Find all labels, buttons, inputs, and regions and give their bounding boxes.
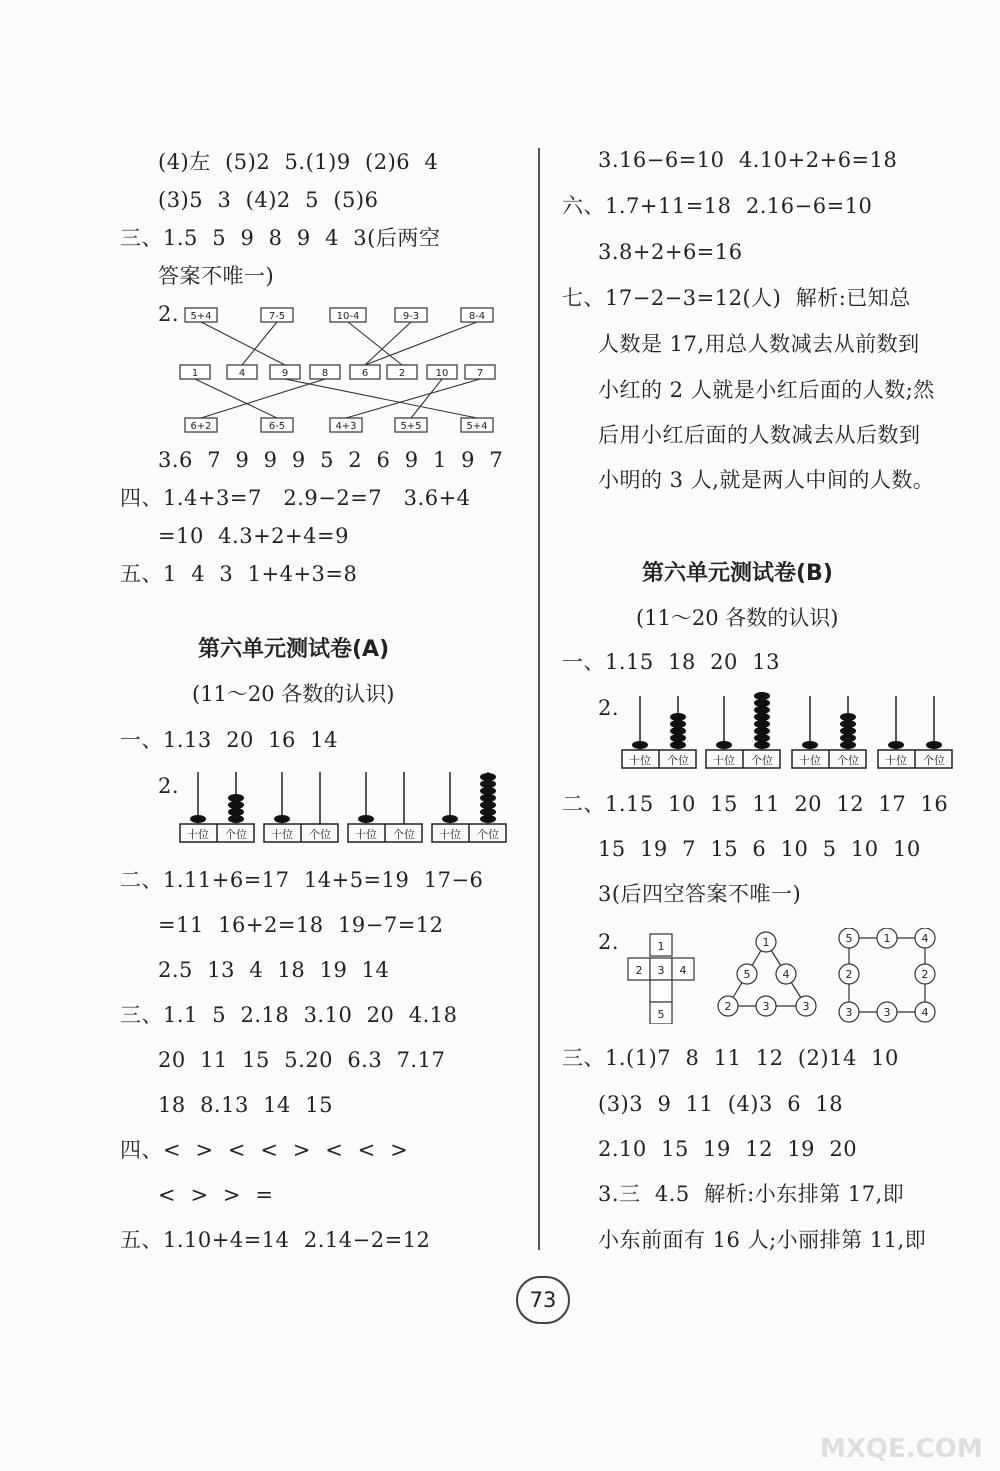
matching-diagram — [175, 300, 515, 440]
match-bottom-2: 6-5 — [268, 421, 286, 432]
abacus-b1-tens: 十位 — [629, 754, 651, 767]
abacus-b1-ones: 个位 — [667, 754, 689, 767]
match-mid-5: 6 — [361, 368, 369, 379]
right-b-line-3: 二、1.15 10 15 11 20 12 17 16 — [562, 792, 949, 816]
right-b-line-7: 三、1.(1)7 8 11 12 (2)14 10 — [562, 1046, 899, 1070]
section-title-b: 第六单元测试卷(B) — [642, 561, 833, 586]
abacus-a1-tens: 十位 — [187, 828, 209, 841]
match-top-1: 5+4 — [190, 311, 212, 322]
right-line-8: 小明的 3 人,就是两人中间的人数。 — [598, 468, 935, 492]
right-line-7: 后用小红后面的人数减去从后数到 — [598, 423, 921, 447]
left-line-9: 五、1 4 3 1+4+3=8 — [120, 562, 358, 586]
match-top-5: 8-4 — [468, 311, 486, 322]
abacus-b3-ones: 个位 — [837, 754, 859, 767]
right-line-3: 3.8+2+6=16 — [598, 240, 743, 264]
left-a-line-1: 一、1.13 20 16 14 — [120, 728, 338, 752]
left-line-4: 答案不唯一) — [158, 264, 275, 288]
left-a-line-8: 18 8.13 14 15 — [158, 1093, 333, 1117]
right-b-line-10: 3.三 4.5 解析:小东排第 17,即 — [598, 1182, 905, 1206]
abacus-group-b — [620, 688, 956, 774]
sq-top-mid: 1 — [883, 932, 891, 945]
left-line-7: 四、1.4+3=7 2.9−2=7 3.6+4 — [120, 486, 471, 510]
match-mid-8: 7 — [476, 368, 484, 379]
cross-center: 3 — [657, 964, 665, 977]
right-line-1: 3.16−6=10 4.10+2+6=18 — [598, 148, 898, 172]
right-line-5: 人数是 17,用总人数减去从前数到 — [598, 332, 920, 356]
abacus-b2-tens: 十位 — [713, 754, 735, 767]
tri-bottom-right: 3 — [802, 1000, 810, 1013]
abacus-a3-tens: 十位 — [355, 828, 377, 841]
number-puzzles — [620, 928, 950, 1024]
left-line-5: 2. — [158, 302, 180, 326]
abacus-b2-ones: 个位 — [751, 754, 773, 767]
match-mid-1: 1 — [191, 368, 199, 379]
cross-right: 4 — [679, 964, 687, 977]
sq-bottom-mid: 3 — [883, 1006, 891, 1019]
right-line-2: 六、1.7+11=18 2.16−6=10 — [562, 194, 873, 218]
match-bottom-3: 4+3 — [335, 421, 357, 432]
left-a-line-7: 20 11 15 5.20 6.3 7.17 — [158, 1048, 446, 1072]
right-b-line-9: 2.10 15 19 12 19 20 — [598, 1137, 858, 1161]
match-mid-2: 4 — [238, 368, 246, 379]
match-bottom-1: 6+2 — [190, 421, 212, 432]
match-top-2: 7-5 — [268, 311, 286, 322]
match-mid-4: 8 — [321, 368, 329, 379]
match-bottom-4: 5+5 — [400, 421, 422, 432]
column-divider — [538, 148, 540, 1250]
left-a-line-10: < > > = — [158, 1183, 274, 1207]
tri-top: 1 — [762, 936, 770, 949]
sq-mid-left: 2 — [845, 968, 853, 981]
abacus-b3-tens: 十位 — [799, 754, 821, 767]
right-b-line-2: 2. — [598, 696, 620, 720]
tri-mid-left: 5 — [743, 968, 751, 981]
left-line-1: (4)左 (5)2 5.(1)9 (2)6 4 — [158, 150, 439, 174]
tri-bottom-mid: 3 — [762, 1000, 770, 1013]
left-line-8: =10 4.3+2+4=9 — [158, 524, 349, 548]
right-line-6: 小红的 2 人就是小红后面的人数;然 — [598, 378, 935, 402]
right-b-line-4: 15 19 7 15 6 10 5 10 10 — [598, 837, 921, 861]
watermark-logo: MXQE.COM — [820, 1434, 983, 1464]
left-a-line-11: 五、1.10+4=14 2.14−2=12 — [120, 1228, 431, 1252]
left-a-line-9: 四、< > < < > < < > — [120, 1138, 409, 1162]
right-b-line-1: 一、1.15 18 20 13 — [562, 650, 780, 674]
right-b-line-6: 2. — [598, 930, 620, 954]
section-title-a: 第六单元测试卷(A) — [198, 637, 390, 662]
left-a-line-4: =11 16+2=18 19−7=12 — [158, 913, 444, 937]
right-b-line-5: 3(后四空答案不唯一) — [598, 882, 802, 906]
right-b-line-11: 小东前面有 16 人;小丽排第 11,即 — [598, 1228, 927, 1252]
abacus-group-a — [178, 764, 510, 848]
left-line-3: 三、1.5 5 9 8 9 4 3(后两空 — [120, 226, 441, 250]
match-mid-7: 10 — [435, 368, 449, 379]
sq-top-right: 4 — [921, 932, 929, 945]
page-number: 73 — [516, 1276, 570, 1324]
tri-bottom-left: 2 — [724, 1000, 732, 1013]
match-top-4: 9-3 — [402, 311, 420, 322]
cross-top: 1 — [657, 940, 665, 953]
left-a-line-6: 三、1.1 5 2.18 3.10 20 4.18 — [120, 1003, 458, 1027]
abacus-a1-ones: 个位 — [225, 828, 247, 841]
match-bottom-5: 5+4 — [466, 421, 488, 432]
section-subtitle-b: (11～20 各数的认识) — [636, 606, 839, 630]
abacus-b4-ones: 个位 — [923, 754, 945, 767]
match-mid-3: 9 — [281, 368, 289, 379]
left-a-line-3: 二、1.11+6=17 14+5=19 17−6 — [120, 868, 484, 892]
left-a-line-5: 2.5 13 4 18 19 14 — [158, 958, 390, 982]
left-line-6: 3.6 7 9 9 9 5 2 6 9 1 9 7 — [158, 448, 504, 472]
sq-mid-right: 2 — [921, 968, 929, 981]
sq-bottom-right: 4 — [921, 1006, 929, 1019]
abacus-a3-ones: 个位 — [393, 828, 415, 841]
match-top-3: 10-4 — [336, 311, 360, 322]
section-subtitle-a: (11～20 各数的认识) — [192, 682, 395, 706]
cross-bottom: 5 — [657, 1008, 665, 1021]
sq-top-left: 5 — [845, 932, 853, 945]
tri-mid-right: 4 — [782, 968, 790, 981]
match-mid-6: 2 — [398, 368, 406, 379]
sq-bottom-left: 3 — [845, 1006, 853, 1019]
abacus-a4-ones: 个位 — [477, 828, 499, 841]
right-b-line-8: (3)3 9 11 (4)3 6 18 — [598, 1092, 844, 1116]
left-line-2: (3)5 3 (4)2 5 (5)6 — [158, 188, 379, 212]
abacus-b4-tens: 十位 — [885, 754, 907, 767]
abacus-a4-tens: 十位 — [439, 828, 461, 841]
left-a-line-2: 2. — [158, 774, 180, 798]
abacus-a2-tens: 十位 — [271, 828, 293, 841]
abacus-a2-ones: 个位 — [309, 828, 331, 841]
cross-left: 2 — [635, 964, 643, 977]
right-line-4: 七、17−2−3=12(人) 解析:已知总 — [562, 286, 911, 310]
